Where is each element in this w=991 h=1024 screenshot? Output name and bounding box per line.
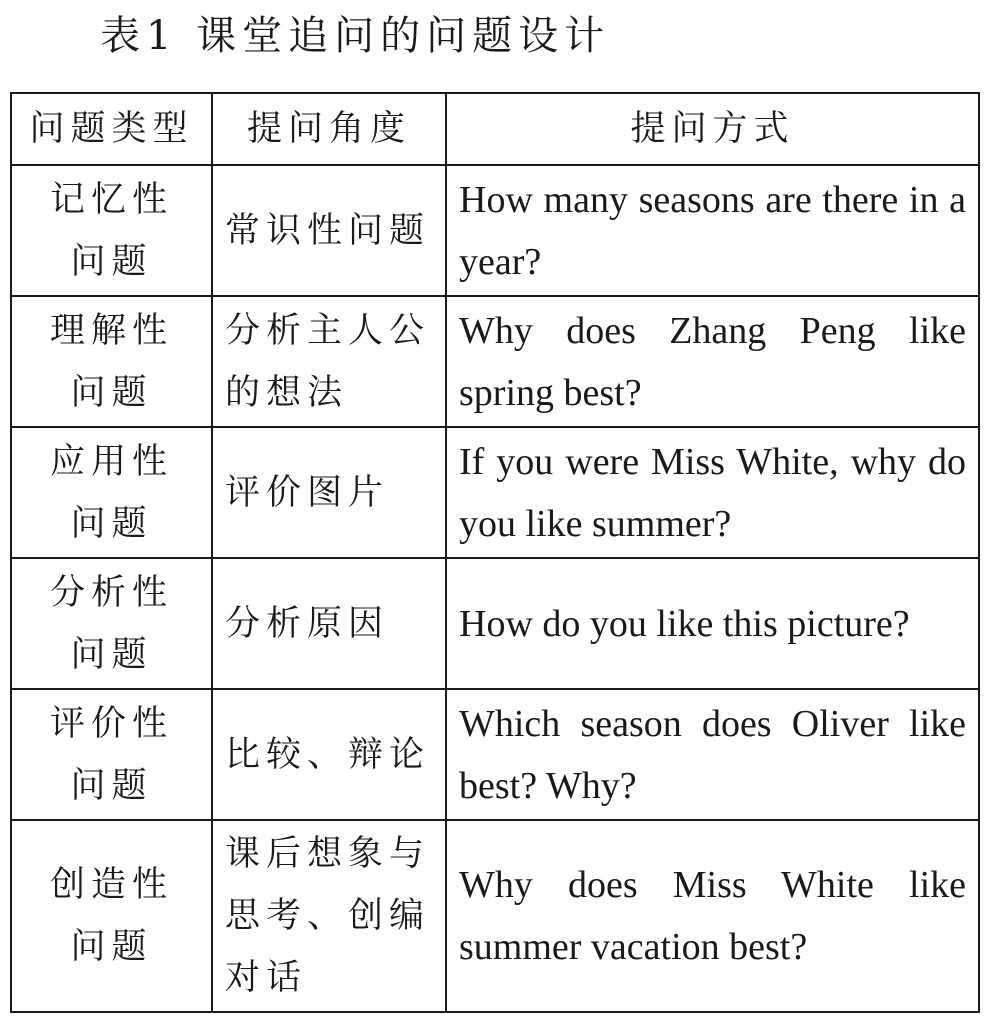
table-header-row (11, 93, 979, 165)
header-question-method: 提问方式 (446, 93, 979, 165)
question-type-line2: 问题 (70, 241, 153, 282)
table-row (11, 165, 979, 296)
cell-question-angle: 评价图片 (212, 427, 446, 558)
question-type-line1: 创造性 (49, 865, 173, 905)
question-type-line1: 记忆性 (49, 179, 173, 220)
question-type-line2: 问题 (70, 503, 153, 544)
cell-question-method: How many seasons are there in a year? (446, 165, 979, 296)
question-type-line2: 问题 (70, 634, 153, 675)
table-caption: 表1 课堂追问的问题设计 (100, 13, 611, 59)
table-row (11, 427, 979, 558)
cell-question-type (11, 427, 212, 558)
question-design-table (10, 92, 980, 1013)
table-row (11, 558, 979, 689)
question-type-line2: 问题 (70, 765, 153, 806)
cell-question-angle: 课后想象与思考、创编对话 (212, 820, 446, 1012)
cell-question-method: Why does Zhang Peng like spring best? (446, 296, 979, 427)
cell-question-method: How do you like this picture? (446, 558, 979, 689)
cell-question-angle: 分析主人公的想法 (212, 296, 446, 427)
cell-question-angle: 分析原因 (212, 558, 446, 689)
question-type-line1: 分析性 (49, 572, 173, 613)
question-type-line1: 应用性 (49, 441, 173, 482)
cell-question-method: Why does Miss White like summer vacation best? (446, 820, 979, 1012)
question-type-line2: 问题 (70, 372, 153, 413)
cell-question-type (11, 558, 212, 689)
question-type-line2: 问题 (70, 927, 153, 967)
table-row (11, 820, 979, 1012)
cell-question-type (11, 296, 212, 427)
cell-question-method: If you were Miss White, why do you like summer? (446, 427, 979, 558)
cell-question-type (11, 689, 212, 820)
question-type-line1: 理解性 (49, 310, 173, 351)
table-row (11, 296, 979, 427)
cell-question-type (11, 165, 212, 296)
header-question-angle: 提问角度 (212, 93, 446, 165)
question-type-line1: 评价性 (49, 703, 173, 744)
cell-question-angle: 比较、辩论 (212, 689, 446, 820)
header-question-type: 问题类型 (11, 93, 212, 165)
table-row (11, 689, 979, 820)
cell-question-angle: 常识性问题 (212, 165, 446, 296)
cell-question-method: Which season does Oliver like best? Why? (446, 689, 979, 820)
cell-question-type (11, 820, 212, 1012)
